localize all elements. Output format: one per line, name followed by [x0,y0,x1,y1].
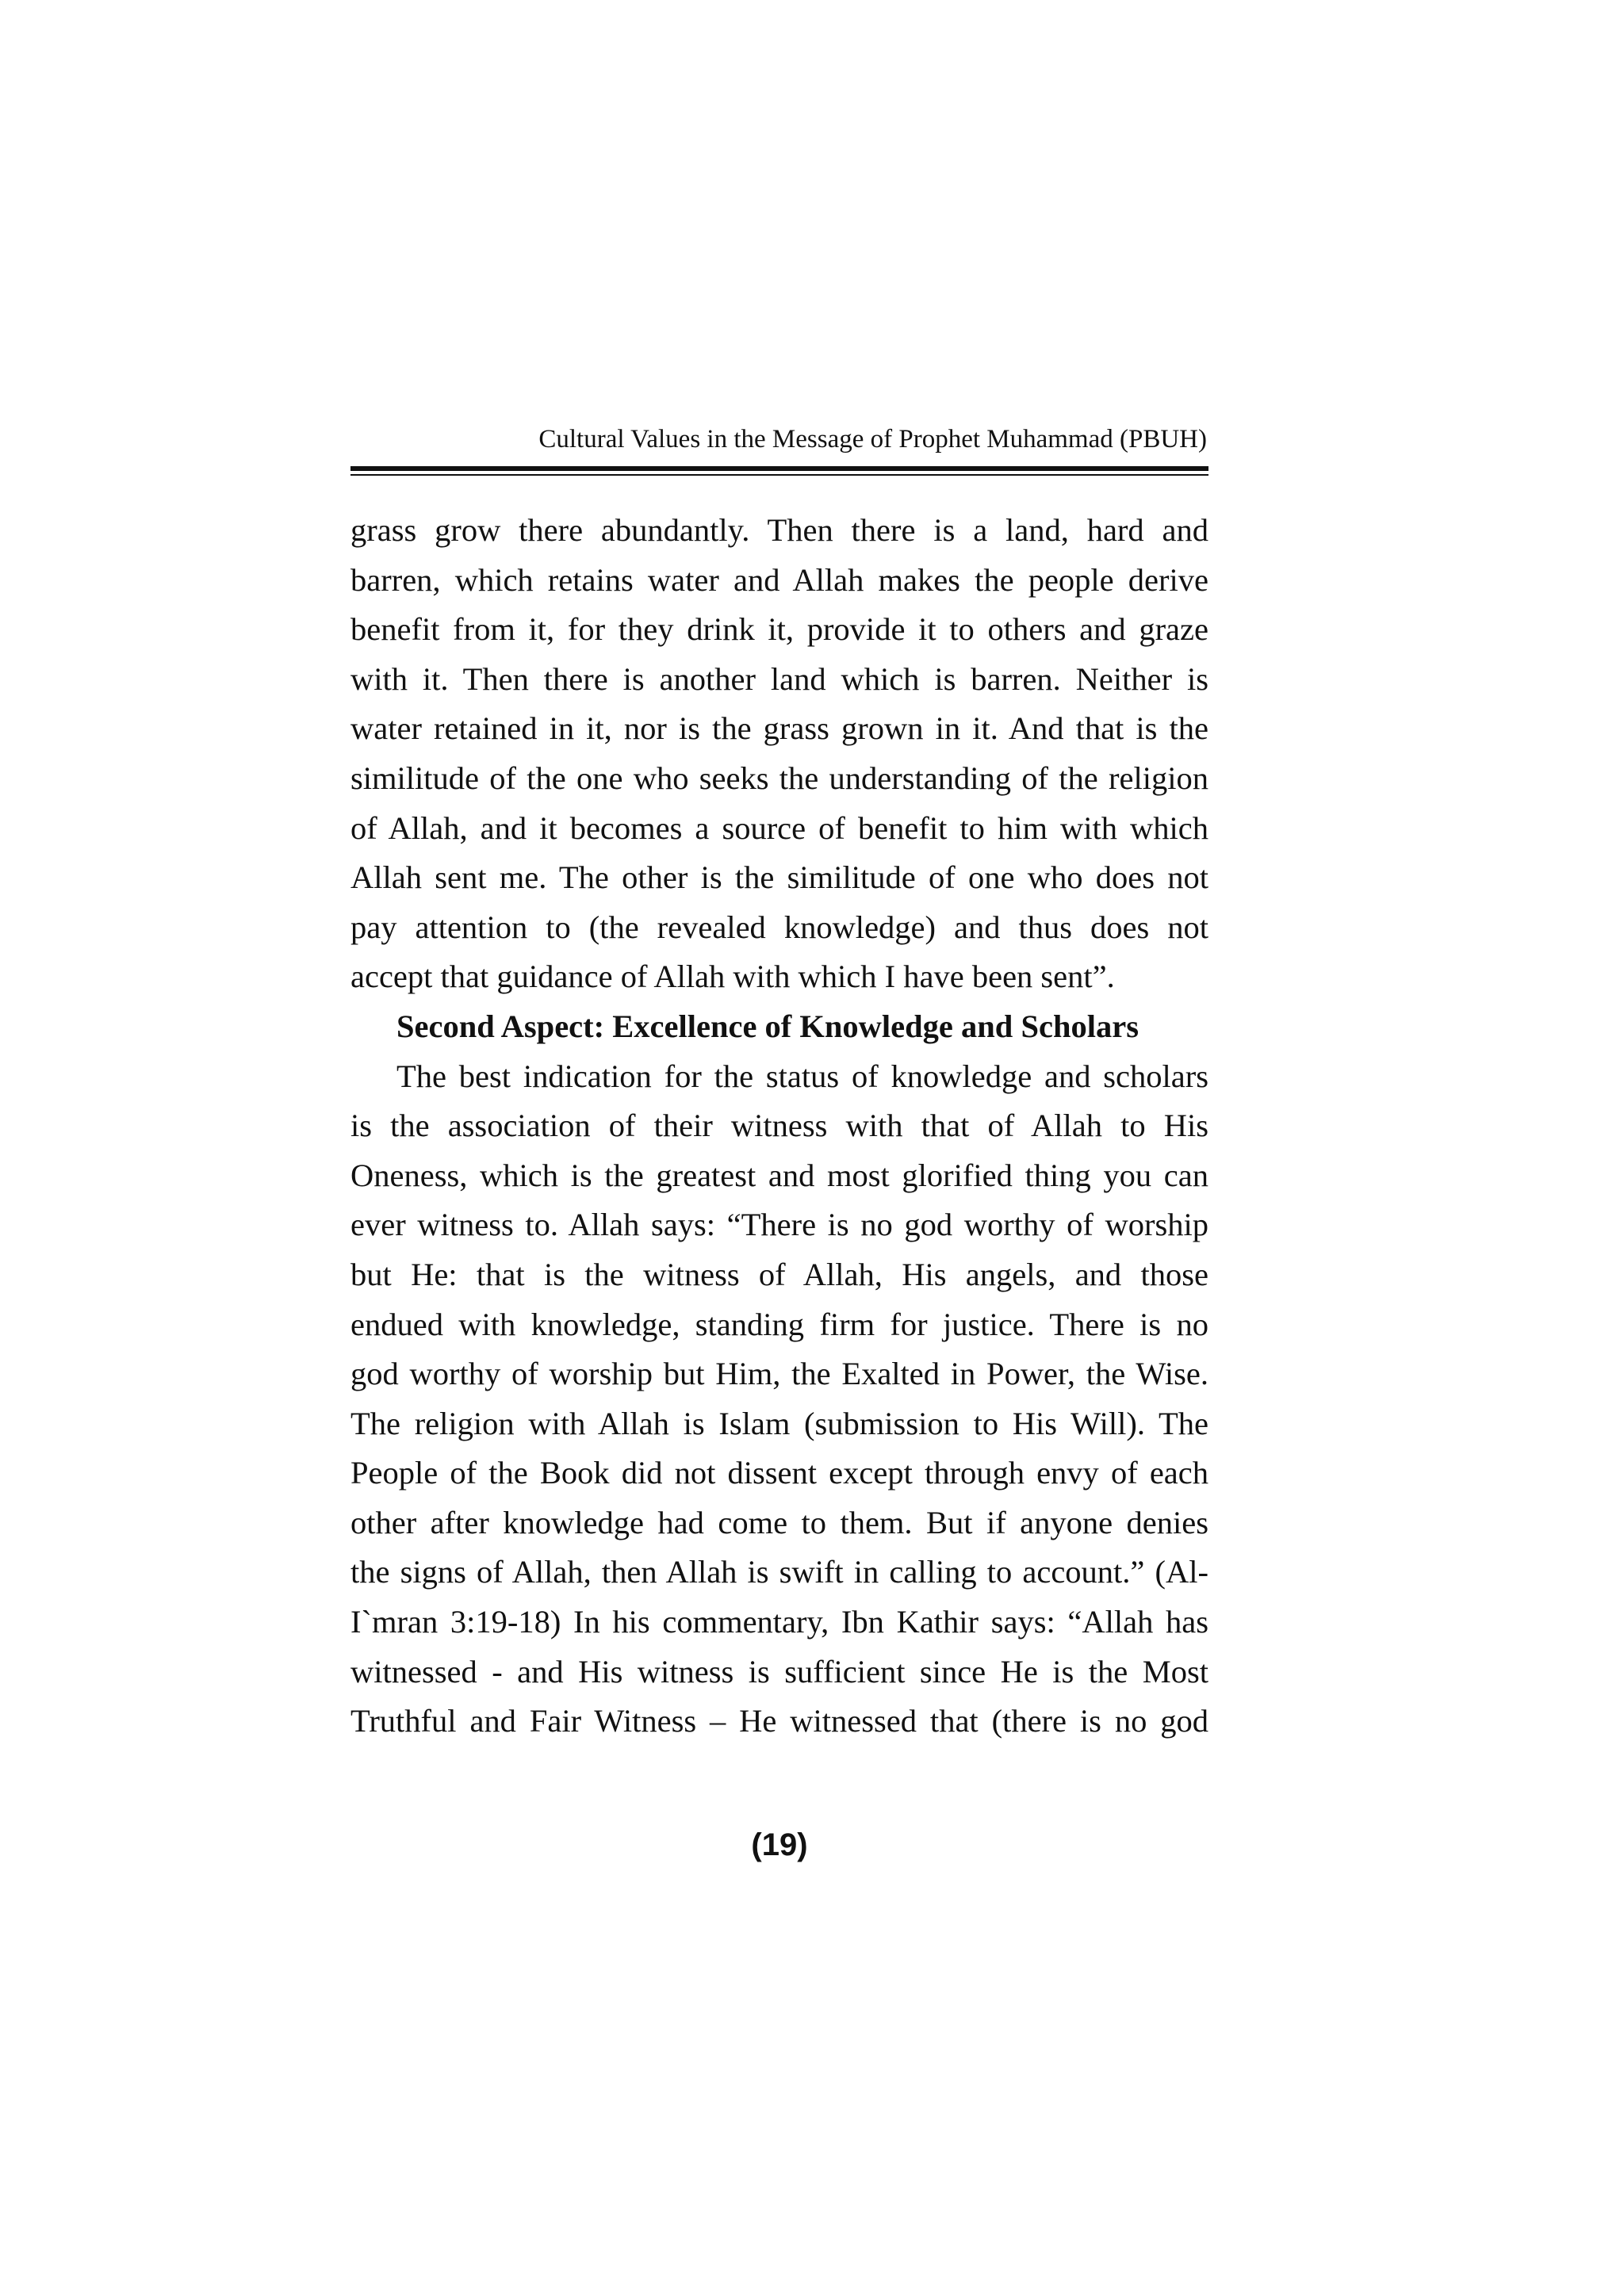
running-header-title: Cultural Values in the Message of Prophet Muhammad (PBUH) [538,425,1207,453]
section-heading: Second Aspect: Excellence of Knowledge and Scholars [396,1008,1139,1044]
text-line: with it. Then there is another land which is barren. Neither is [350,660,1208,697]
page-number: (19) [751,1827,808,1862]
text-line: of Allah, and it becomes a source of benefit to him with which [350,809,1208,846]
text-line: benefit from it, for they drink it, provide it to others and graze [350,611,1208,648]
header-rule-thin [350,474,1208,476]
text-line: Allah sent me. The other is the similitude of one who does not [350,859,1208,896]
text-line: god worthy of worship but Him, the Exalted in Power, the Wise. [350,1356,1208,1392]
text-line: barren, which retains water and Allah makes the people derive [350,561,1208,598]
text-line: The religion with Allah is Islam (submission to His Will). The [350,1405,1208,1441]
text-line: similitude of the one who seeks the understanding of the religion [350,760,1208,796]
text-line: the signs of Allah, then Allah is swift in calling to account.” (Al- [350,1554,1208,1590]
text-line: witnessed - and His witness is sufficient since He is the Most [350,1653,1208,1689]
text-line: ever witness to. Allah says: “There is no god worthy of worship [350,1207,1208,1243]
text-line: Oneness, which is the greatest and most glorified thing you can [350,1157,1208,1193]
text-line: Truthful and Fair Witness – He witnessed that (there is no god [350,1703,1208,1739]
text-line: grass grow there abundantly. Then there is a land, hard and [350,512,1208,548]
text-line: People of the Book did not dissent except through envy of each [350,1455,1208,1491]
paragraph-excellence-of-knowledge [350,1052,1208,1747]
text-line: other after knowledge had come to them. But if anyone denies [350,1504,1208,1540]
header-rule-thick [350,466,1208,471]
text-line: water retained in it, nor is the grass grown in it. And that is the [350,710,1208,747]
text-line: I`mran 3:19-18) In his commentary, Ibn Kathir says: “Allah has [350,1604,1208,1640]
text-line: The best indication for the status of knowledge and scholars [396,1058,1208,1094]
text-line: but He: that is the witness of Allah, His angels, and those [350,1256,1208,1292]
running-header [350,422,1208,476]
paragraph-continuation [350,506,1208,1002]
page-body [350,506,1208,1747]
text-line: accept that guidance of Allah with which I have been sent”. [350,959,1115,995]
text-line: pay attention to (the revealed knowledge) and thus does not [350,909,1208,945]
text-line: is the association of their witness with that of Allah to His [350,1108,1208,1144]
text-line: endued with knowledge, standing firm for justice. There is no [350,1306,1208,1342]
